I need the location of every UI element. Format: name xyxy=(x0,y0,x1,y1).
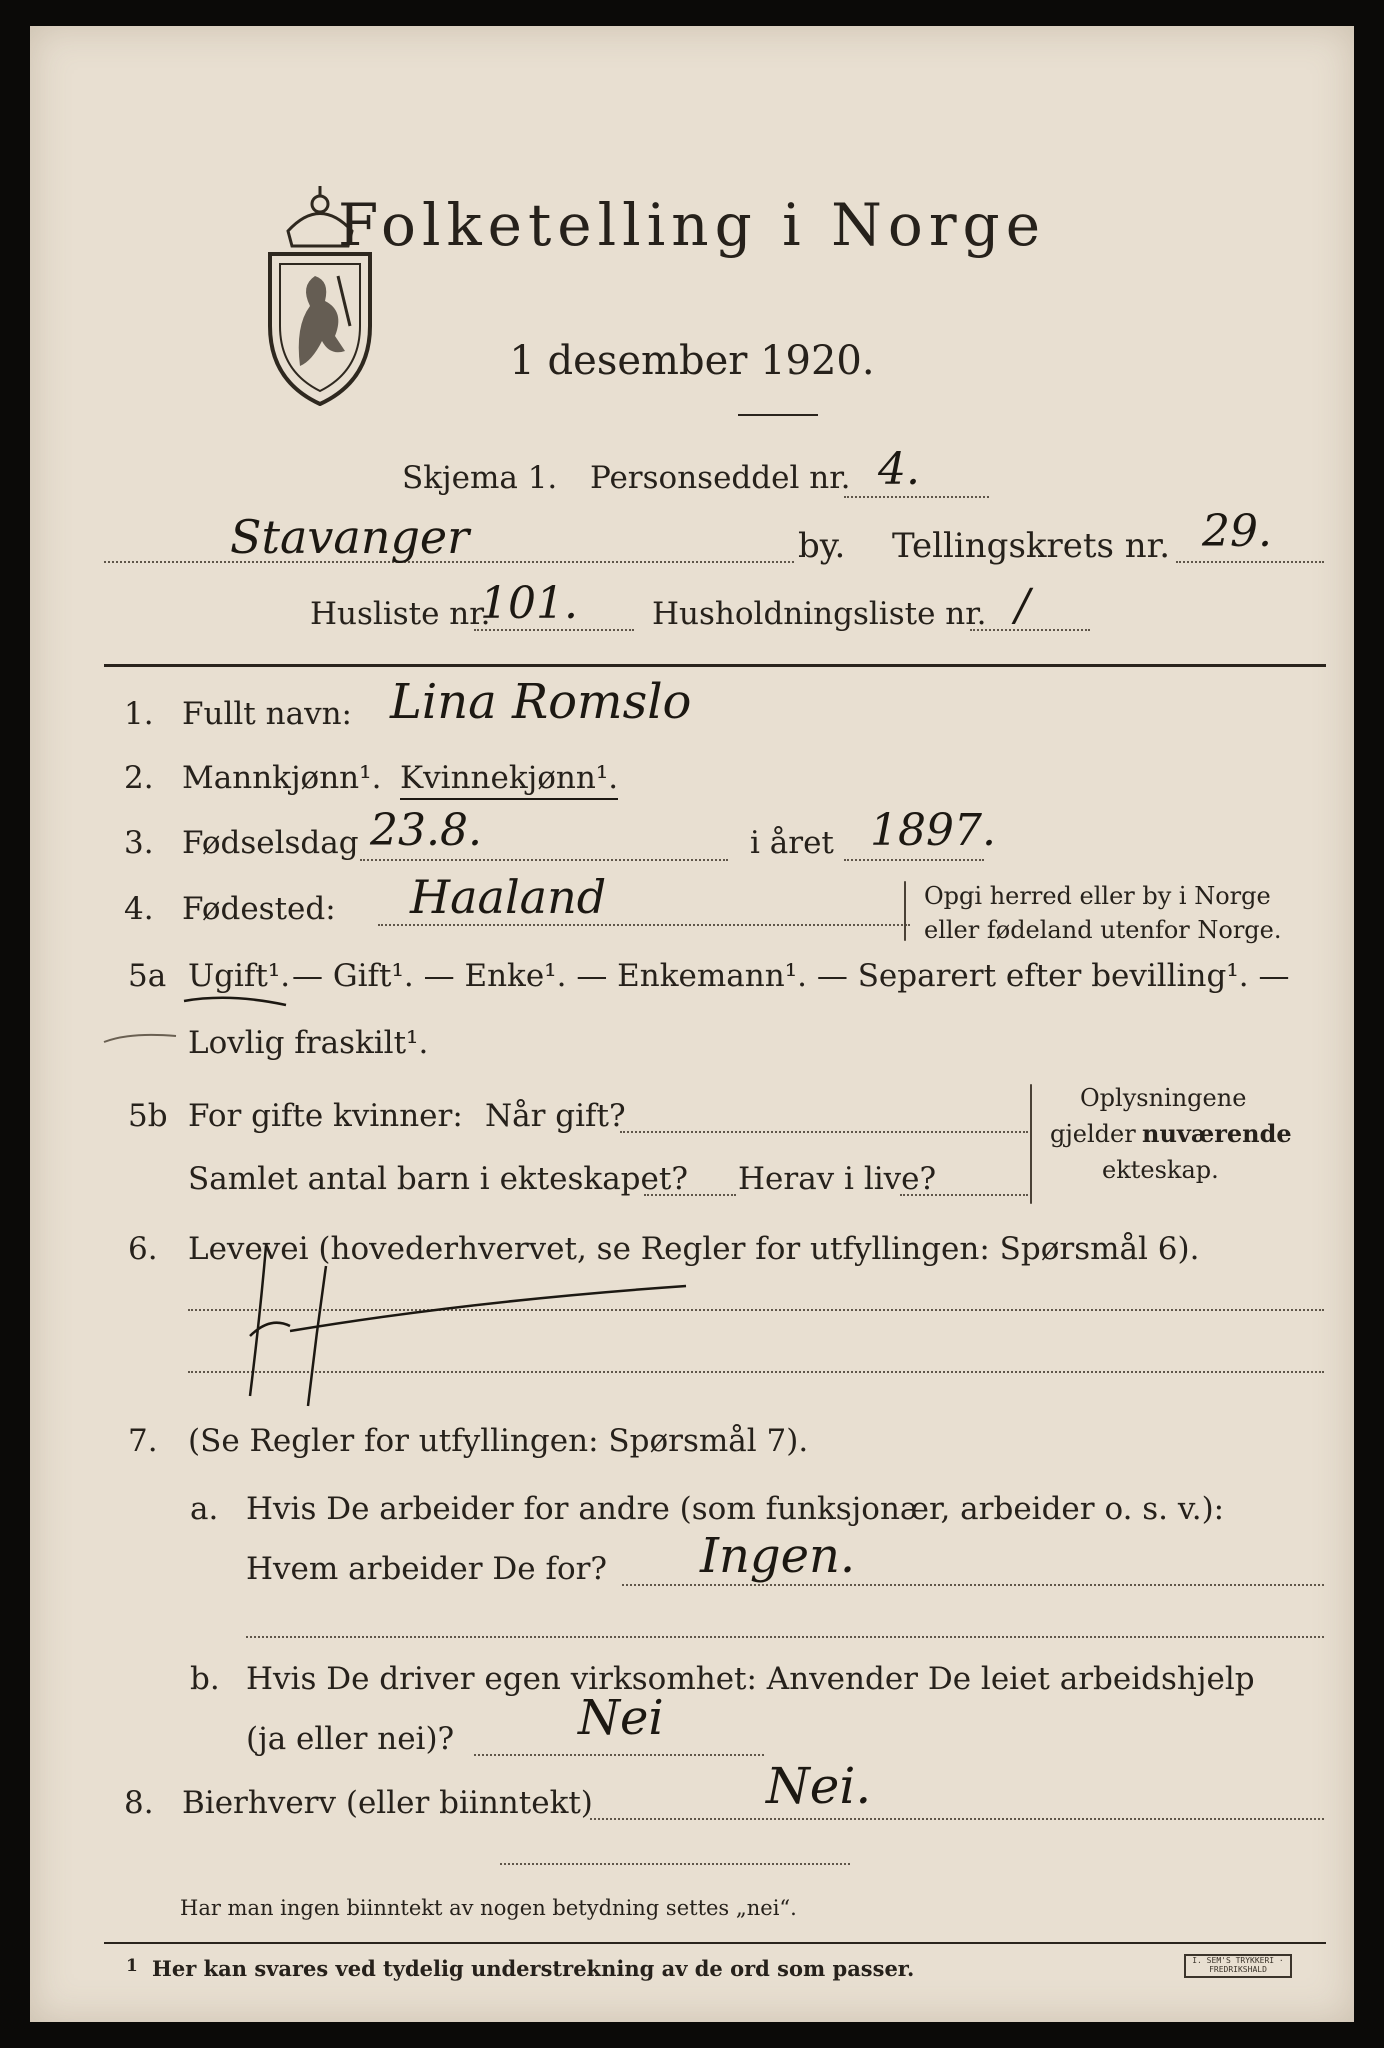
q8-label: Bierhverv (eller biinntekt) xyxy=(182,1785,593,1821)
q3-value: 23.8. xyxy=(370,805,482,856)
q5b-note-line2b: nuværende xyxy=(1142,1119,1292,1148)
q7b-line2: (ja eller nei)? xyxy=(246,1721,455,1757)
husholdningsliste-line xyxy=(970,629,1090,631)
title-divider xyxy=(738,414,818,416)
q7a-line2: Hvem arbeider De for? xyxy=(246,1551,608,1587)
fraskilt-strike-mark xyxy=(100,1028,180,1048)
q3-year-line xyxy=(844,859,984,861)
q5b-label-gifte-kvinner: For gifte kvinner: xyxy=(188,1098,463,1134)
q6-handwriting-strokes xyxy=(230,1246,690,1416)
q3-line xyxy=(360,859,728,861)
q1-value: Lina Romslo xyxy=(390,674,692,730)
q7a-line xyxy=(622,1584,1324,1586)
q7b-value: Nei xyxy=(578,1690,664,1746)
q3-year-value: 1897. xyxy=(870,805,996,856)
q5b-note-line3: ekteskap. xyxy=(1102,1156,1219,1184)
q8-number: 8. xyxy=(124,1785,154,1821)
tellingskrets-value: 29. xyxy=(1202,506,1272,557)
husliste-label: Husliste nr. xyxy=(310,596,491,632)
q4-note-line2: eller fødeland utenfor Norge. xyxy=(924,916,1282,944)
q5b-label-antal-barn: Samlet antal barn i ekteskapet? xyxy=(188,1161,688,1197)
q5b-antal-barn-line xyxy=(644,1194,736,1196)
q7a-line-extra xyxy=(246,1636,1324,1638)
by-label: by. xyxy=(798,526,846,566)
q4-brace xyxy=(904,881,906,941)
q2-male: Mannkjønn¹. xyxy=(182,760,382,796)
personseddel-value: 4. xyxy=(878,444,920,495)
footer-divider xyxy=(104,1942,1326,1944)
q5a-ugift-underlined: Ugift¹. xyxy=(188,958,291,994)
q4-note-line1: Opgi herred eller by i Norge xyxy=(924,882,1271,910)
q5b-label-naar-gift: Når gift? xyxy=(485,1098,626,1134)
q7a-line1: Hvis De arbeider for andre (som funksjonær, arbeider o. s. v.): xyxy=(246,1491,1225,1527)
skjema-label: Skjema 1. xyxy=(402,460,558,496)
q5a-number: 5a xyxy=(128,958,167,994)
census-form-sheet xyxy=(30,26,1354,2022)
q8-value: Nei. xyxy=(766,1757,872,1815)
q5b-note-line2a: gjelder xyxy=(1050,1120,1136,1148)
q7a-letter: a. xyxy=(190,1491,219,1527)
q6-value xyxy=(240,1276,244,1278)
q5b-herav-line xyxy=(900,1194,1028,1196)
footnote-text: Her kan svares ved tydelig understrekning av de ord som passer. xyxy=(152,1956,915,1981)
q4-number: 4. xyxy=(124,891,154,927)
tellingskrets-line xyxy=(1176,561,1324,563)
q4-line xyxy=(378,924,910,926)
header-divider xyxy=(104,664,1326,667)
q4-value: Haaland xyxy=(410,870,607,924)
printer-stamp: I. SEM'S TRYKKERI · FREDRIKSHALD xyxy=(1184,1954,1292,1978)
q5b-number: 5b xyxy=(128,1098,168,1134)
husliste-value: 101. xyxy=(480,578,578,629)
q7b-line xyxy=(474,1754,764,1756)
q7b-letter: b. xyxy=(190,1661,220,1697)
q8-line-extra xyxy=(500,1863,850,1865)
footnote-number: 1 xyxy=(126,1956,138,1976)
q4-label: Fødested: xyxy=(182,891,336,927)
q5a-other-options: — Gift¹. — Enke¹. — Enkemann¹. — Separert efter bevilling¹. — xyxy=(292,958,1290,994)
q3-year-label: i året xyxy=(750,825,834,861)
q8-line xyxy=(590,1818,1324,1820)
census-date: 1 desember 1920. xyxy=(509,338,875,384)
q5a-lovlig-fraskilt: Lovlig fraskilt¹. xyxy=(188,1025,429,1061)
tellingskrets-label: Tellingskrets nr. xyxy=(892,526,1171,566)
ugift-underline-mark xyxy=(180,991,290,1011)
q3-label: Fødselsdag xyxy=(182,825,359,861)
husholdningsliste-label: Husholdningsliste nr. xyxy=(652,596,987,632)
q5b-label-herav: Herav i live? xyxy=(738,1161,937,1197)
personseddel-label: Personseddel nr. xyxy=(590,460,851,496)
footer-note: Har man ingen biinntekt av nogen betydning settes „nei“. xyxy=(180,1896,797,1920)
husholdningsliste-value: / xyxy=(1015,580,1030,631)
q5b-naar-gift-line xyxy=(620,1131,1028,1133)
q5b-brace xyxy=(1030,1084,1032,1204)
q1-number: 1. xyxy=(124,696,154,732)
husliste-line xyxy=(474,629,634,631)
q7-label: (Se Regler for utfyllingen: Spørsmål 7). xyxy=(188,1423,809,1459)
q3-number: 3. xyxy=(124,825,154,861)
q1-label: Fullt navn: xyxy=(182,696,352,732)
q6-label: Levevei (hovederhvervet, se Regler for utfyllingen: Spørsmål 6). xyxy=(188,1231,1200,1267)
by-value: Stavanger xyxy=(230,510,470,564)
q2-number: 2. xyxy=(124,760,154,796)
q7-number: 7. xyxy=(128,1423,158,1459)
q6-number: 6. xyxy=(128,1231,158,1267)
personseddel-line xyxy=(844,496,989,498)
q5b-note-line1: Oplysningene xyxy=(1080,1084,1247,1112)
q7a-value: Ingen. xyxy=(700,1528,856,1584)
form-title: Folketelling i Norge xyxy=(337,191,1047,259)
q7b-line1: Hvis De driver egen virksomhet: Anvender De leiet arbeidshjelp xyxy=(246,1661,1255,1697)
q2-female-underlined: Kvinnekjønn¹. xyxy=(400,763,618,800)
